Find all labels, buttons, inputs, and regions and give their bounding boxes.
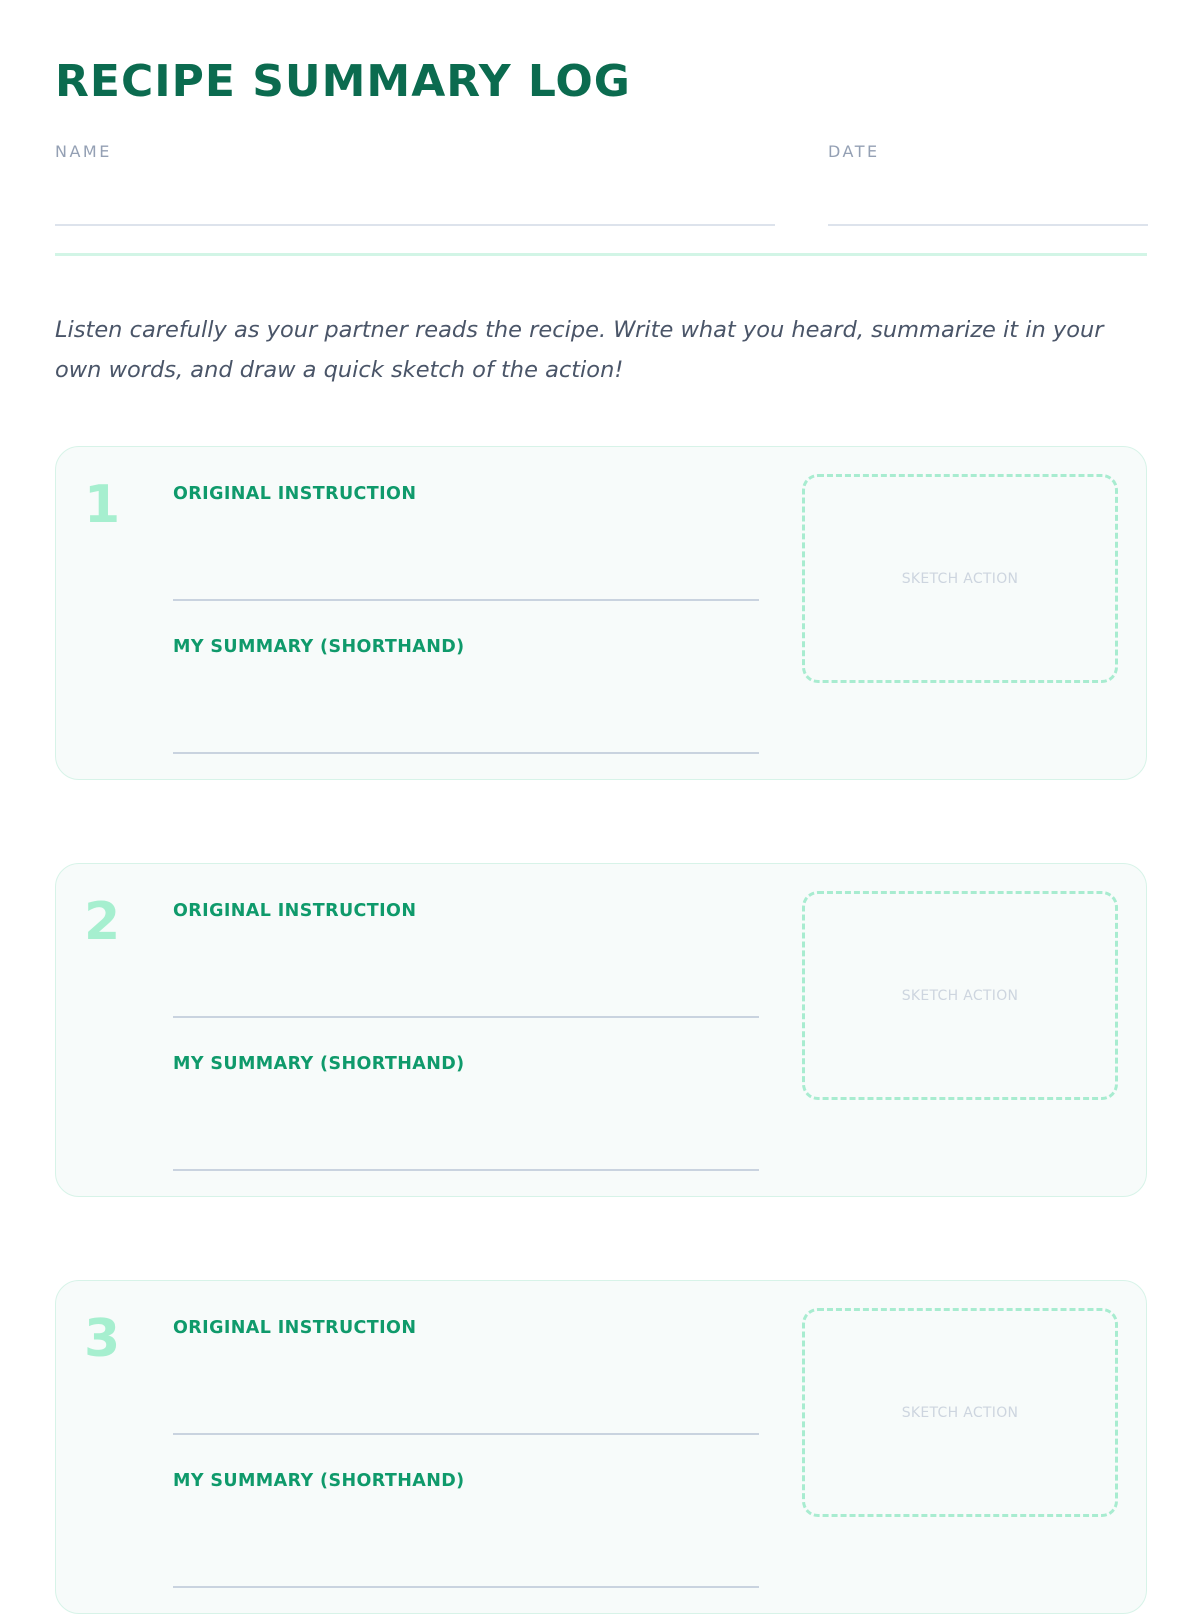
date-field[interactable] [828,142,1148,162]
original-instruction-line[interactable] [173,1433,759,1435]
step-number: 1 [84,475,121,535]
page-title: RECIPE SUMMARY LOG [55,56,631,107]
name-label: NAME [55,142,112,161]
original-instruction-label: ORIGINAL INSTRUCTION [173,1318,417,1338]
step-card-1 [55,446,1147,780]
step-card-3 [55,1280,1147,1614]
sketch-box[interactable] [802,474,1118,683]
date-label: DATE [828,142,880,161]
step-card-2 [55,863,1147,1197]
name-write-line[interactable] [55,224,775,226]
sketch-box[interactable] [802,1308,1118,1517]
sketch-placeholder: SKETCH ACTION [901,987,1019,1004]
step-number: 3 [84,1309,121,1369]
summary-line[interactable] [173,752,759,754]
original-instruction-line[interactable] [173,1016,759,1018]
summary-label: MY SUMMARY (SHORTHAND) [173,1054,465,1074]
original-instruction-label: ORIGINAL INSTRUCTION [173,901,417,921]
sketch-placeholder: SKETCH ACTION [901,570,1019,587]
date-write-line[interactable] [828,224,1148,226]
sketch-box[interactable] [802,891,1118,1100]
name-field[interactable] [55,142,775,162]
sketch-placeholder: SKETCH ACTION [901,1404,1019,1421]
instructions-text: Listen carefully as your partner reads the recipe. Write what you heard, summarize it in your own words, and draw a quick sketch of the action! [55,317,1104,383]
summary-line[interactable] [173,1586,759,1588]
header-divider [55,253,1147,256]
original-instruction-line[interactable] [173,599,759,601]
summary-line[interactable] [173,1169,759,1171]
step-number: 2 [84,892,121,952]
summary-label: MY SUMMARY (SHORTHAND) [173,637,465,657]
summary-label: MY SUMMARY (SHORTHAND) [173,1471,465,1491]
original-instruction-label: ORIGINAL INSTRUCTION [173,484,417,504]
